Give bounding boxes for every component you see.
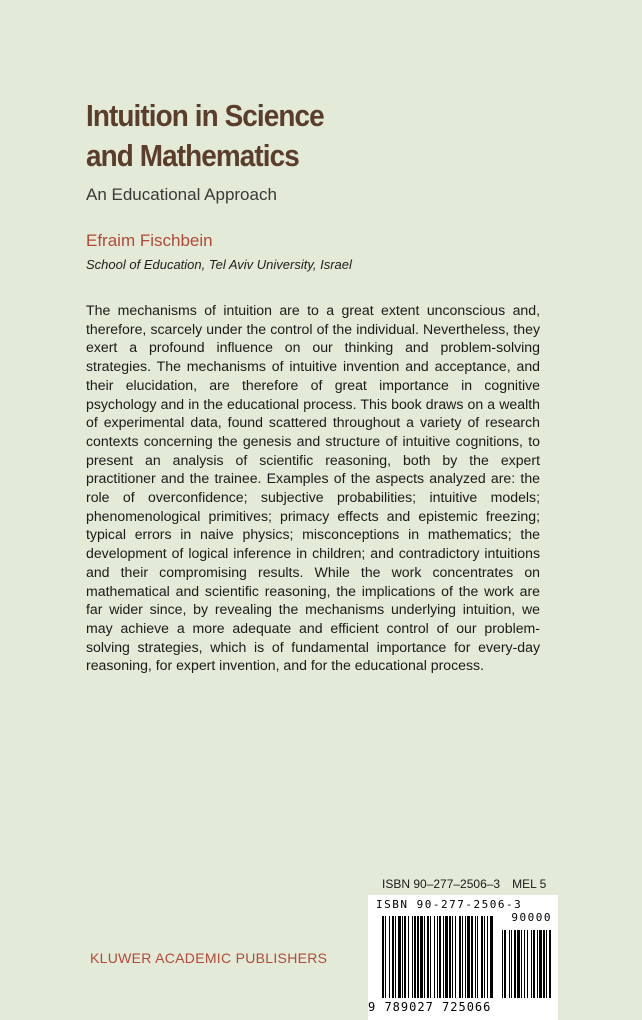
barcode-bar (481, 916, 483, 998)
barcode-bar (477, 916, 478, 998)
barcode-bar (459, 916, 461, 998)
barcode-bar (430, 916, 431, 998)
barcode-bar (402, 916, 403, 998)
barcode-bar (465, 916, 466, 998)
barcode-bar (412, 916, 413, 998)
barcode-addon-bar (514, 930, 516, 998)
barcode-addon-bar (549, 930, 551, 998)
barcode-isbn-text: ISBN 90-277-2506-3 (376, 898, 523, 911)
barcode-ean-number: 9 789027 725066 (368, 1000, 492, 1014)
book-title-line-1: Intuition in Science (86, 98, 324, 133)
barcode-bar (455, 916, 456, 998)
barcode-addon-bar (546, 930, 547, 998)
barcode-addon-bar (543, 930, 545, 998)
barcode-bar (484, 916, 485, 998)
barcode-bar (443, 916, 444, 998)
barcode-addon-bar (509, 930, 510, 998)
barcode-bar (452, 916, 453, 998)
publisher-name: KLUWER ACADEMIC PUBLISHERS (90, 950, 328, 966)
barcode (368, 895, 558, 1020)
barcode-addon-bar (521, 930, 522, 998)
barcode-bar (398, 916, 401, 998)
barcode-addon-bar (527, 930, 528, 998)
barcode-bar (389, 916, 390, 998)
barcode-bar (385, 916, 386, 998)
barcode-addon-bar (537, 930, 538, 998)
barcode-bar (404, 916, 406, 998)
barcode-bar (471, 916, 473, 998)
series-code: MEL 5 (512, 877, 547, 891)
isbn-number: ISBN 90–277–2506–3 (382, 877, 501, 891)
barcode-bar (487, 916, 488, 998)
barcode-bar (420, 916, 423, 998)
barcode-bar (462, 916, 463, 998)
barcode-bar (392, 916, 394, 998)
barcode-bar (395, 916, 396, 998)
barcode-bar (414, 916, 416, 998)
barcode-bar (424, 916, 425, 998)
barcode-addon-bar (511, 930, 512, 998)
book-subtitle: An Educational Approach (86, 185, 277, 204)
author-name: Efraim Fischbein (86, 231, 213, 250)
barcode-addon-bar (539, 930, 542, 998)
barcode-bar (382, 916, 384, 998)
barcode-addon-bar (531, 930, 532, 998)
barcode-bar (467, 916, 470, 998)
barcode-addon-bar (504, 930, 506, 998)
barcode-bar (408, 916, 409, 998)
book-description: The mechanisms of intuition are to a great extent unconscious and, therefore, scarcely under the control of the individual. Nevertheless, they exert a profound influence on our thinking and problem-solving strategies. The mechanisms of intuitive invention and acceptance, and their elucidation, are therefore of great importance in cognitive psychology and in the educational process. This book draws on a wealth of experimental data, found scattered throughout a variety of research contexts concerning the genesis and structure of intuitive cognitions, to present an analysis of scientific reasoning, both by the expert practitioner and the trainee. Examples of the aspects analyzed are: the role of overconfidence; subjective probabilities; intuitive models; phenomenological primitives; primacy effects and epistemic freezing; typical errors in naive physics; misconceptions in mathematics; the development of logical inference in children; and contradictory intuitions and their compromising results. While the work concentrates on mathematical and scientific reasoning, the implications of the work are far wider since, by revealing the mechanisms underlying intuition, we may achieve a more adequate and efficient control of our problem-solving strategies, which is of fundamental importance for every-day reasoning, for expert invention, and for the educational process. (86, 302, 540, 674)
barcode-bar (475, 916, 476, 998)
barcode-bar (437, 916, 438, 998)
book-title-line-2: and Mathematics (86, 138, 299, 173)
barcode-addon-bar (533, 930, 535, 998)
barcode-bar (449, 916, 451, 998)
barcode-bar (439, 916, 441, 998)
barcode-addon-bar (524, 930, 525, 998)
book-title (86, 96, 324, 176)
barcode-bar (417, 916, 419, 998)
barcode-addon-bar (517, 930, 520, 998)
author-affiliation: School of Education, Tel Aviv University, Israel (86, 257, 352, 272)
isbn-line (382, 877, 546, 891)
barcode-bar (427, 916, 429, 998)
barcode-price-code: 90000 (511, 911, 552, 924)
barcode-bar (434, 916, 435, 998)
barcode-bar (445, 916, 448, 998)
barcode-bar (490, 916, 493, 998)
barcode-addon-bar (502, 930, 503, 998)
